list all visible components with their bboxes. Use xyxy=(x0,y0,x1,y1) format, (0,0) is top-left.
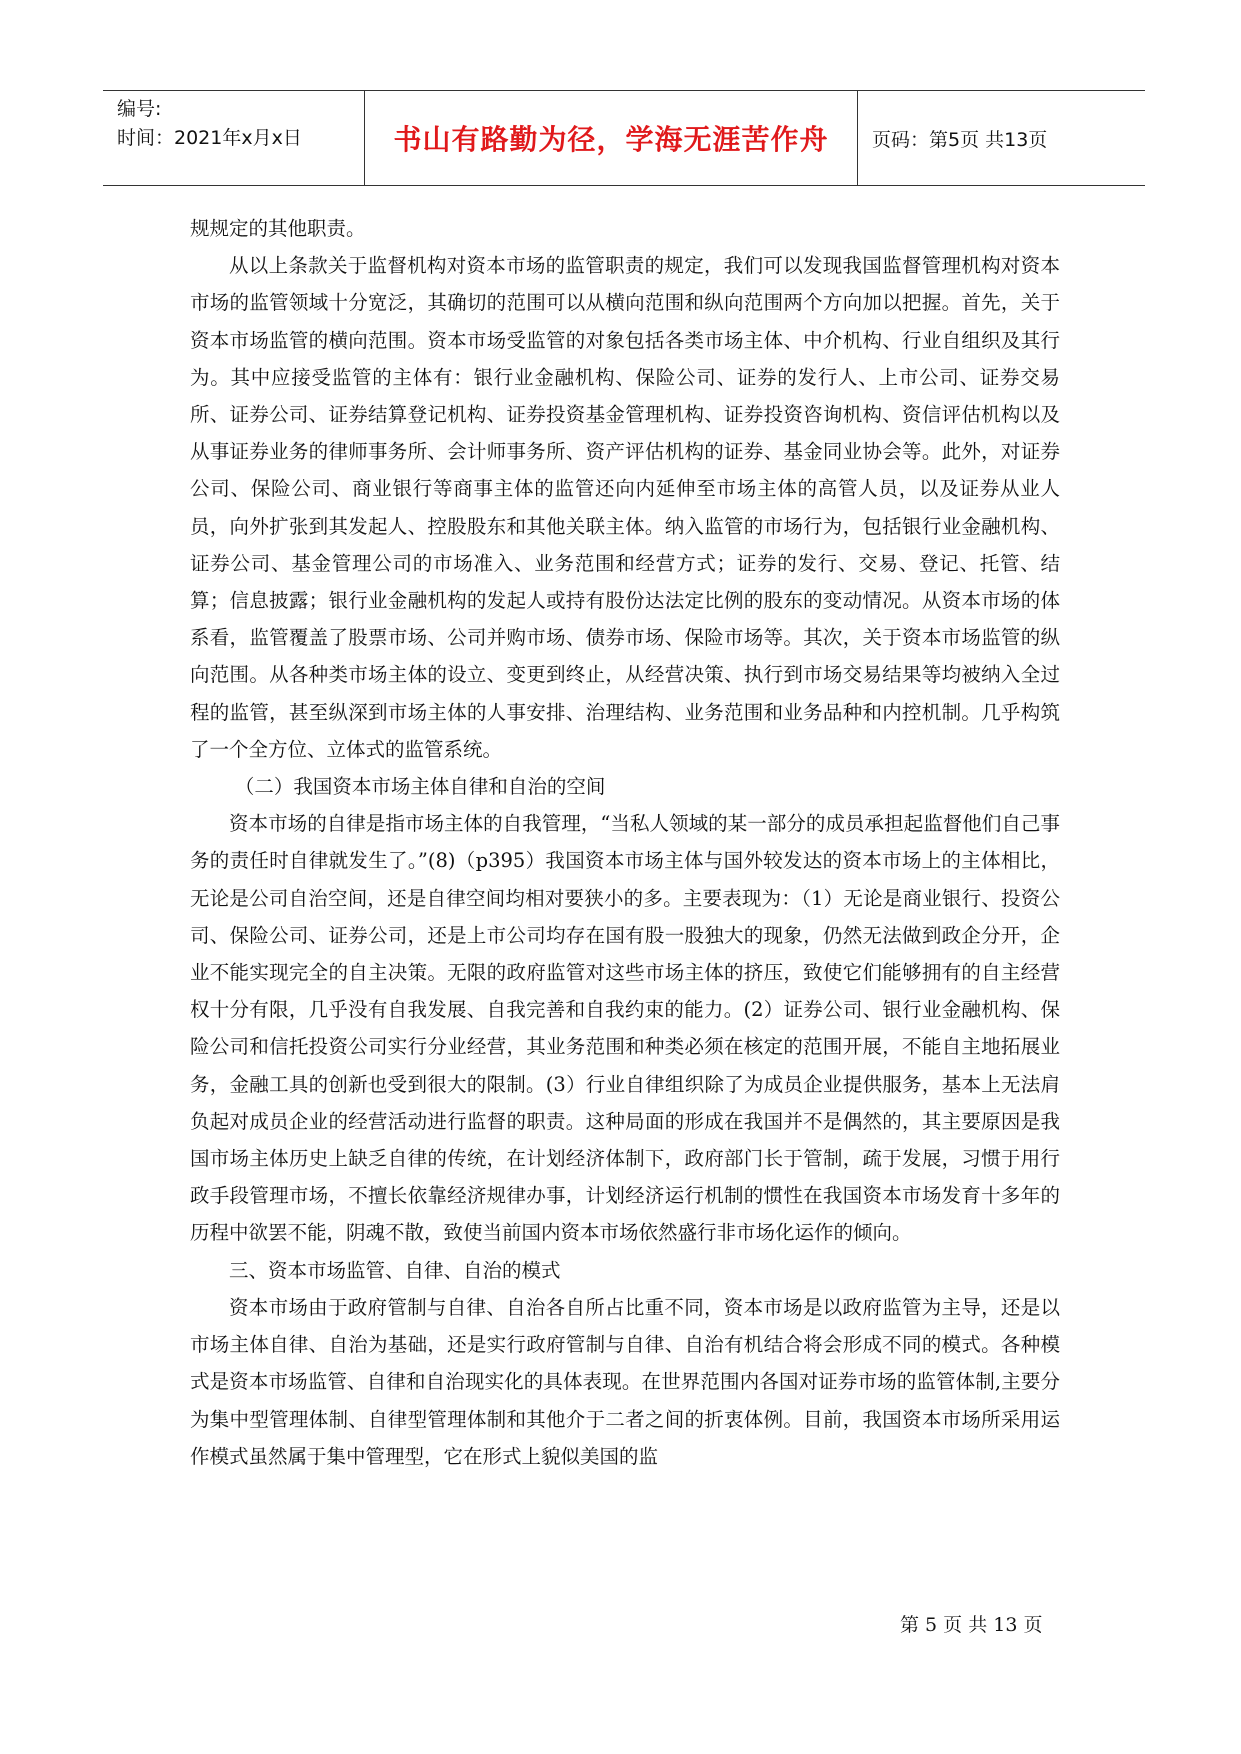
paragraph-regulatory-scope: 从以上条款关于监督机构对资本市场的监管职责的规定，我们可以发现我国监督管理机构对资本市场的监管领域十分宽泛，其确切的范围可以从横向范围和纵向范围两个方向加以把握。首先，关于资本市场监管的横向范围。资本市场受监管的对象包括各类市场主体、中介机构、行业自组织及其行为。其中应接受监管的主体有：银行业金融机构、保险公司、证券的发行人、上市公司、证券交易所、证券公司、证券结算登记机构、证券投资基金管理机构、证券投资咨询机构、资信评估机构以及从事证券业务的律师事务所、会计师事务所、资产评估机构的证券、基金同业协会等。此外，对证券公司、保险公司、商业银行等商事主体的监管还向内延伸至市场主体的高管人员，以及证券从业人员，向外扩张到其发起人、控股股东和其他关联主体。纳入监管的市场行为，包括银行业金融机构、证券公司、基金管理公司的市场准入、业务范围和经营方式；证券的发行、交易、登记、托管、结算；信息披露；银行业金融机构的发起人或持有股份达法定比例的股东的变动情况。从资本市场的体系看，监管覆盖了股票市场、公司并购市场、债券市场、保险市场等。其次，关于资本市场监管的纵向范围。从各种类市场主体的设立、变更到终止，从经营决策、执行到市场交易结果等均被纳入全过程的监管，甚至纵深到市场主体的人事安排、治理结构、业务范围和业务品种和内控机制。几乎构筑了一个全方位、立体式的监管系统。 xyxy=(190,254,1060,761)
paragraph-models: 资本市场由于政府管制与自律、自治各自所占比重不同，资本市场是以政府监管为主导，还是以市场主体自律、自治为基础，还是实行政府管制与自律、自治有机结合将会形成不同的模式。各种模式是资本市场监管、自律和自治现实化的具体表现。在世界范围内各国对证券市场的监管体制,主要分为集中型管理体制、自律型管理体制和其他介于二者之间的折衷体例。目前，我国资本市场所采用运作模式虽然属于集中管理型，它在形式上貌似美国的监 xyxy=(190,1295,1060,1468)
paragraph-continuation: 规规定的其他职责。 xyxy=(190,217,366,240)
document-body xyxy=(190,210,1060,1475)
page-header xyxy=(103,90,1145,186)
header-slogan: 书山有路勤为径，学海无涯苦作舟 xyxy=(365,91,858,185)
document-time-label: 时间：2021年x月x日 xyxy=(117,127,302,149)
section-heading-self-regulation: （二）我国资本市场主体自律和自治的空间 xyxy=(234,775,606,799)
section-heading-models: 三、资本市场监管、自律、自治的模式 xyxy=(229,1258,561,1282)
header-page-code: 页码：第5页 共13页 xyxy=(872,128,1048,151)
header-meta xyxy=(103,91,365,185)
document-number-label: 编号: xyxy=(117,98,162,120)
paragraph-self-regulation: 资本市场的自律是指市场主体的自我管理，“当私人领域的某一部分的成员承担起监督他们自己事务的责任时自律就发生了。”(8)（p395）我国资本市场主体与国外较发达的资本市场上的主体相比，无论是公司自治空间，还是自律空间均相对要狭小的多。主要表现为：（1）无论是商业银行、投资公司、保险公司、证券公司，还是上市公司均存在国有股一股独大的现象，仍然无法做到政企分开，企业不能实现完全的自主决策。无限的政府监管对这些市场主体的挤压，致使它们能够拥有的自主经营权十分有限，几乎没有自我发展、自我完善和自我约束的能力。(2）证券公司、银行业金融机构、保险公司和信托投资公司实行分业经营，其业务范围和种类必须在核定的范围开展，不能自主地拓展业务，金融工具的创新也受到很大的限制。(3）行业自律组织除了为成员企业提供服务，基本上无法肩负起对成员企业的经营活动进行监督的职责。这种局面的形成在我国并不是偶然的，其主要原因是我国市场主体历史上缺乏自律的传统，在计划经济体制下，政府部门长于管制，疏于发展，习惯于用行政手段管理市场，不擅长依靠经济规律办事，计划经济运行机制的惯性在我国资本市场发育十多年的历程中欲罢不能，阴魂不散，致使当前国内资本市场依然盛行非市场化运作的倾向。 xyxy=(190,812,1060,1245)
page-footer-number: 第 5 页 共 13 页 xyxy=(900,1614,1043,1636)
